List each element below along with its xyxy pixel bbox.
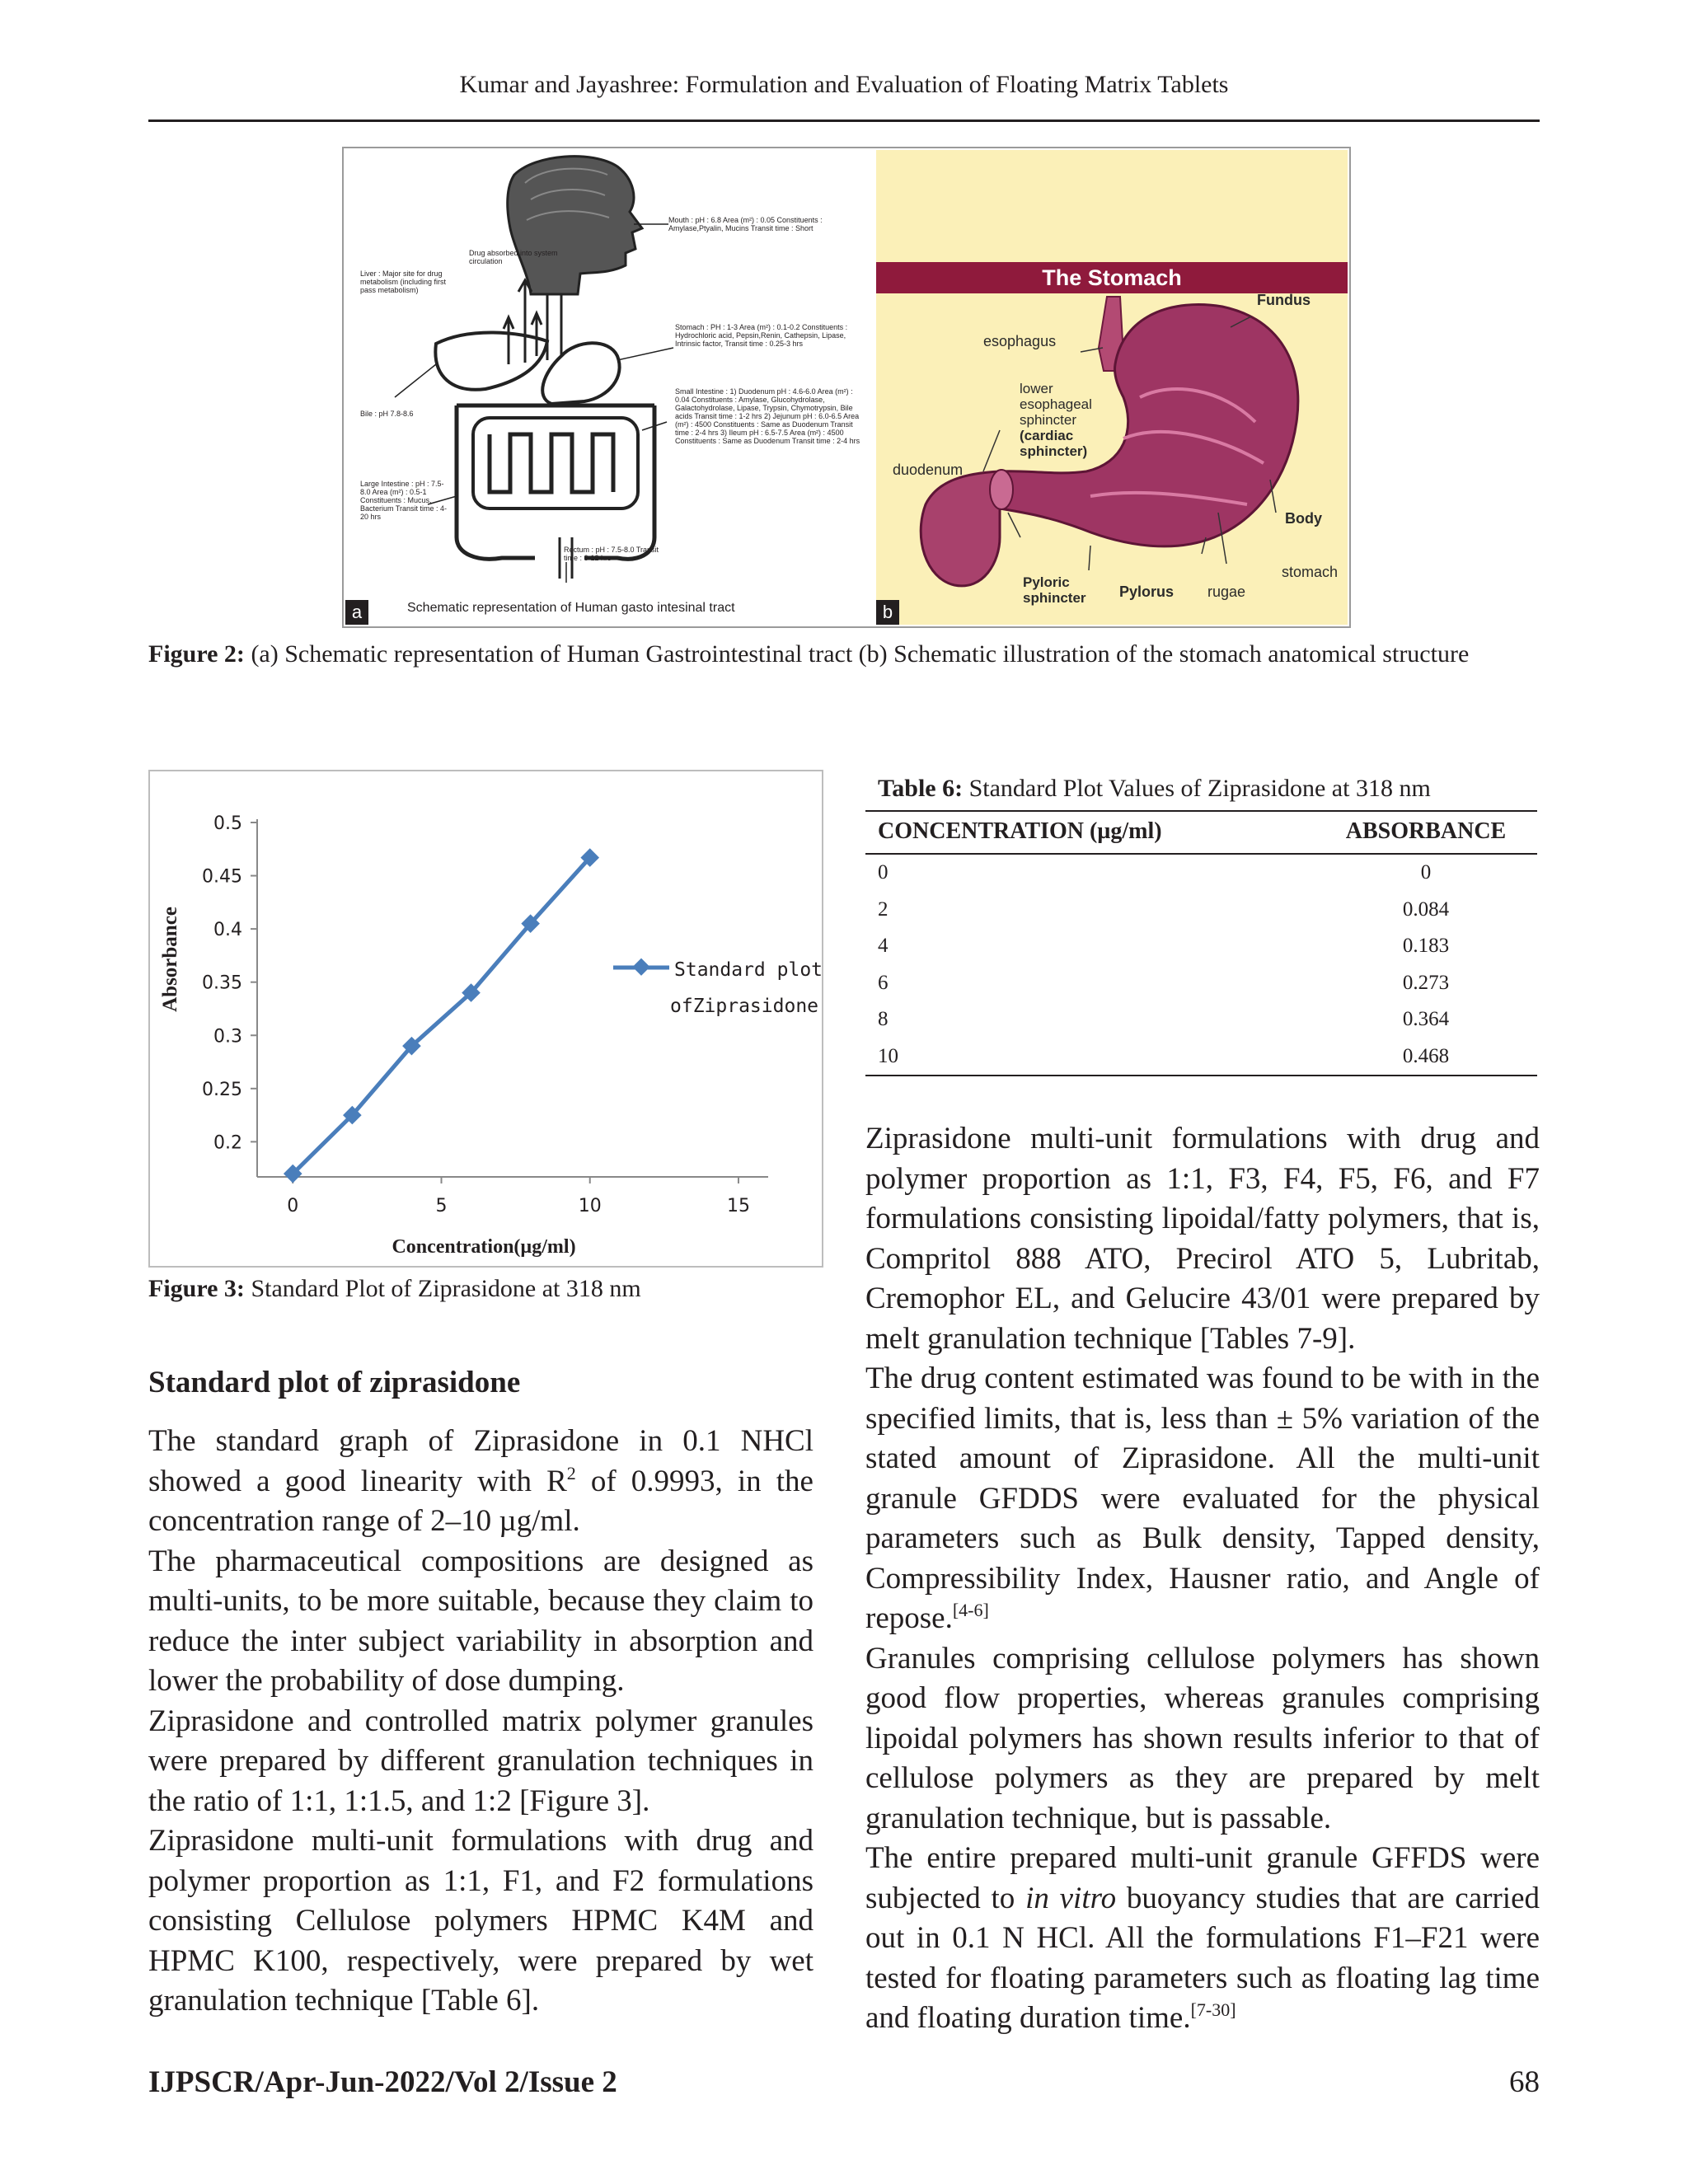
table-header-absorbance: ABSORBANCE — [1315, 811, 1537, 854]
figure-3-caption-text: Standard Plot of Ziprasidone at 318 nm — [244, 1275, 641, 1302]
header-rule — [148, 120, 1540, 122]
y-tick-label: 0.25 — [202, 1079, 242, 1100]
running-head: Kumar and Jayashree: Formulation and Evaluation of Floating Matrix Tablets — [459, 71, 1229, 98]
r-squared-sup: 2 — [566, 1462, 576, 1483]
y-tick-label: 0.3 — [213, 1026, 242, 1047]
table-cell: 0.468 — [1315, 1038, 1537, 1076]
figure-2-panel-b — [876, 150, 1348, 625]
table-6-title-text: Standard Plot Values of Ziprasidone at 318 nm — [963, 775, 1431, 802]
right-column-text — [865, 1119, 1540, 2039]
small-intestine-label: Small Intestine : 1) Duodenum pH : 4.6-6.0 Area (m²) : 0.04 Constituents : Amylase, Glucohydrolase, Galactohydrolase, Lipase, Trypsin, Chymotrypsin, Bile acids Transit time : 1-2 hrs 2) Jejunum pH : 6.0-6.5 Area (m²) : 4500 Constituents : Same as Duodenum Transit time : 2-4 hrs 3) Ileum pH : 6.5-7.5 Area (m²) : 4500 Constituents : Same as Duodenum Transit time : 2-4 hrs — [675, 387, 860, 445]
table-row — [865, 854, 1537, 892]
pylorus-label: Pylorus — [1119, 583, 1175, 600]
figure-2-caption-label: Figure 2: — [148, 640, 245, 668]
x-tick-label: 15 — [726, 1196, 750, 1216]
right-p4-emphasis: in vitro — [1025, 1881, 1117, 1915]
x-tick-label: 0 — [287, 1196, 299, 1216]
x-tick-label: 5 — [435, 1196, 448, 1216]
legend-label-line-2: ofZiprasidone — [670, 996, 819, 1017]
left-paragraph-4: Ziprasidone multi-unit formulations with drug and polymer proportion as 1:1, F1, and F2 formulations consisting Cellulose polymers HPMC K4M and HPMC K100, respectively, were prepared by wet granulation technique [Table 6]. — [148, 1824, 814, 2018]
figure-2-caption-text: (a) Schematic representation of Human Gastrointestinal tract (b) Schematic illustration of the stomach anatomical structure — [244, 640, 1470, 668]
table-row — [865, 965, 1537, 1002]
les-line-1: lower — [1020, 381, 1053, 396]
left-p1-text-b: of 0.9993, in the concentration range of 2–10 µg/ml. — [148, 1464, 814, 1538]
duodenum-label: duodenum — [893, 462, 964, 478]
liver-label: Liver : Major site for drug metabolism (including first pass metabolism) — [360, 269, 447, 294]
fundus-label: Fundus — [1257, 292, 1311, 308]
table-cell: 0 — [1420, 861, 1432, 884]
legend — [613, 958, 822, 1017]
citation-sup: [4-6] — [952, 1600, 989, 1620]
figure-2-caption — [148, 638, 1541, 671]
table-cell: 2 — [878, 898, 889, 921]
bile-label: Bile : pH 7.8-8.6 — [360, 410, 414, 418]
figure-2 — [342, 147, 1351, 628]
stomach-title: The Stomach — [1042, 265, 1182, 290]
figure-3 — [148, 770, 823, 1268]
section-heading: Standard plot of ziprasidone — [148, 1366, 521, 1399]
les-line-2: esophageal — [1020, 396, 1092, 412]
rectum-label: Rectum : pH : 7.5-8.0 Transit time : 6-12 hrs — [564, 546, 659, 562]
large-intestine-label: Large Intestine : pH : 7.5-8.0 Area (m²) : 0.5-1 Constituents : Mucus, Bacterium Transit time : 4-20 hrs — [360, 480, 448, 521]
citation-sup: [7-30] — [1190, 1999, 1236, 2020]
drug-absorbed-label: Drug absorbed into system circulation — [469, 249, 558, 265]
x-axis-label: Concentration(µg/ml) — [392, 1236, 576, 1258]
x-tick-label: 10 — [578, 1196, 602, 1216]
stomach-label: Stomach : PH : 1-3 Area (m²) : 0.1-0.2 Constituents : Hydrochloric acid, Pepsin,Renin, Cathepsin, Lipase, Intrinsic factor, Transit time : 0.25-3 hrs — [675, 323, 848, 348]
footer-journal: IJPSCR/Apr-Jun-2022/Vol 2/Issue 2 — [148, 2065, 617, 2099]
table-6-title — [878, 775, 1431, 803]
les-line-4: (cardiac — [1020, 428, 1074, 443]
page-number: 68 — [1509, 2065, 1540, 2099]
table-cell: 0.183 — [1402, 935, 1450, 958]
right-p2-text: The drug content estimated was found to be with in the specified limits, that is, less than ± 5% variation of the stated amount of Ziprasidone. All the multi-unit granule GFDDS were evaluated for the physical parameters such as Bulk density, Tapped density, Compressibility Index, Hausner ratio, and Angle of repose. — [865, 1361, 1540, 1635]
esophagus-label: esophagus — [983, 333, 1057, 349]
table-header-concentration: CONCENTRATION (µg/ml) — [865, 811, 1315, 854]
left-column-text — [148, 1422, 814, 2022]
figure-3-caption — [148, 1275, 641, 1303]
stomach-illustration — [876, 150, 1348, 625]
table-cell: 10 — [865, 1038, 1315, 1076]
y-tick-label: 0.5 — [213, 813, 242, 834]
y-axis-label: Absorbance — [159, 907, 181, 1012]
y-tick-label: 0.4 — [213, 920, 242, 941]
y-tick-label: 0.2 — [213, 1132, 242, 1154]
left-paragraph-2: The pharmaceutical compositions are designed as multi-units, to be more suitable, because they claim to reduce the inter subject variability in absorption and lower the probability of dose dumping. — [148, 1544, 814, 1698]
right-paragraph-2 — [865, 1359, 1540, 1639]
table-row — [865, 892, 1537, 929]
stomach-label-b: stomach — [1282, 564, 1339, 580]
table-cell: 4 — [878, 935, 889, 958]
table-cell: 0.364 — [1402, 1008, 1450, 1031]
standard-plot-chart — [150, 771, 822, 1266]
panel-b-tag: b — [876, 600, 899, 625]
panel-a-caption: Schematic representation of Human gasto intesinal tract — [407, 601, 735, 615]
figure-3-caption-label: Figure 3: — [148, 1275, 245, 1302]
table-6-title-label: Table 6: — [878, 775, 964, 802]
pyloric-sphincter-label — [1023, 574, 1086, 606]
left-paragraph-1 — [148, 1422, 814, 1542]
table-cell: 8 — [878, 1008, 889, 1031]
figure-2-panel-a — [345, 150, 874, 625]
les-line-5: sphincter) — [1020, 443, 1088, 459]
table-row — [865, 1038, 1537, 1076]
y-tick-label: 0.45 — [202, 866, 242, 888]
right-p4-text-a: The entire prepared multi-unit granule GFFDS were subjected to — [865, 1841, 1540, 1915]
legend-marker — [632, 958, 649, 976]
table-row — [865, 928, 1537, 965]
series-line — [293, 858, 589, 1174]
right-paragraph-1: Ziprasidone multi-unit formulations with drug and polymer proportion as 1:1, F3, F4, F5, F6, and F7 formulations consisting lipoidal/fatty polymers, that is, Compritol 888 ATO, Precirol ATO 5, Lubritab, Cremophor EL, and Gelucire 43/01 were prepared by melt granulation technique [Tables 7-9]. — [865, 1122, 1540, 1356]
les-line-3: sphincter — [1020, 412, 1076, 428]
table-6 — [865, 810, 1537, 1076]
x-axis-ticks — [287, 1177, 750, 1216]
left-p1-text-a: The standard graph of Ziprasidone in 0.1 NHCl showed a good linearity with R — [148, 1424, 814, 1498]
table-cell: 0.084 — [1402, 898, 1450, 921]
right-p4-text-b: buoyancy studies that are carried out in 0.1 N HCl. All the formulations F1–F21 were tested for floating parameters such as floating lag time and floating duration time. — [865, 1881, 1540, 2035]
table-cell: 0.273 — [1402, 971, 1450, 994]
y-tick-label: 0.35 — [202, 972, 242, 994]
table-cell: 6 — [878, 971, 889, 994]
y-axis-ticks — [202, 813, 257, 1153]
left-paragraph-3: Ziprasidone and controlled matrix polymer granules were prepared by different granulation techniques in the ratio of 1:1, 1:1.5, and 1:2 [Figure 3]. — [148, 1704, 814, 1818]
right-paragraph-4 — [865, 1839, 1540, 2039]
legend-label-line-1: Standard plot — [674, 959, 822, 981]
pyloric-line-2: sphincter — [1023, 590, 1086, 606]
table-row — [865, 1001, 1537, 1038]
right-paragraph-3: Granules comprising cellulose polymers has shown good flow properties, whereas granules comprising lipoidal polymers has shown results inferior to that of cellulose polymers as they are prepared by melt granulation technique, but is passable. — [865, 1641, 1540, 1835]
mouth-label: Mouth : pH : 6.8 Area (m²) : 0.05 Constituents : Amylase,Ptyalin, Mucins Transit time : Short — [668, 216, 823, 232]
pyloric-line-1: Pyloric — [1023, 574, 1070, 590]
lower-esophageal-sphincter-label — [1020, 381, 1092, 459]
table-cell: 0 — [878, 861, 889, 884]
body-label: Body — [1285, 510, 1322, 527]
rugae-label: rugae — [1207, 583, 1246, 600]
panel-a-tag: a — [345, 600, 368, 625]
